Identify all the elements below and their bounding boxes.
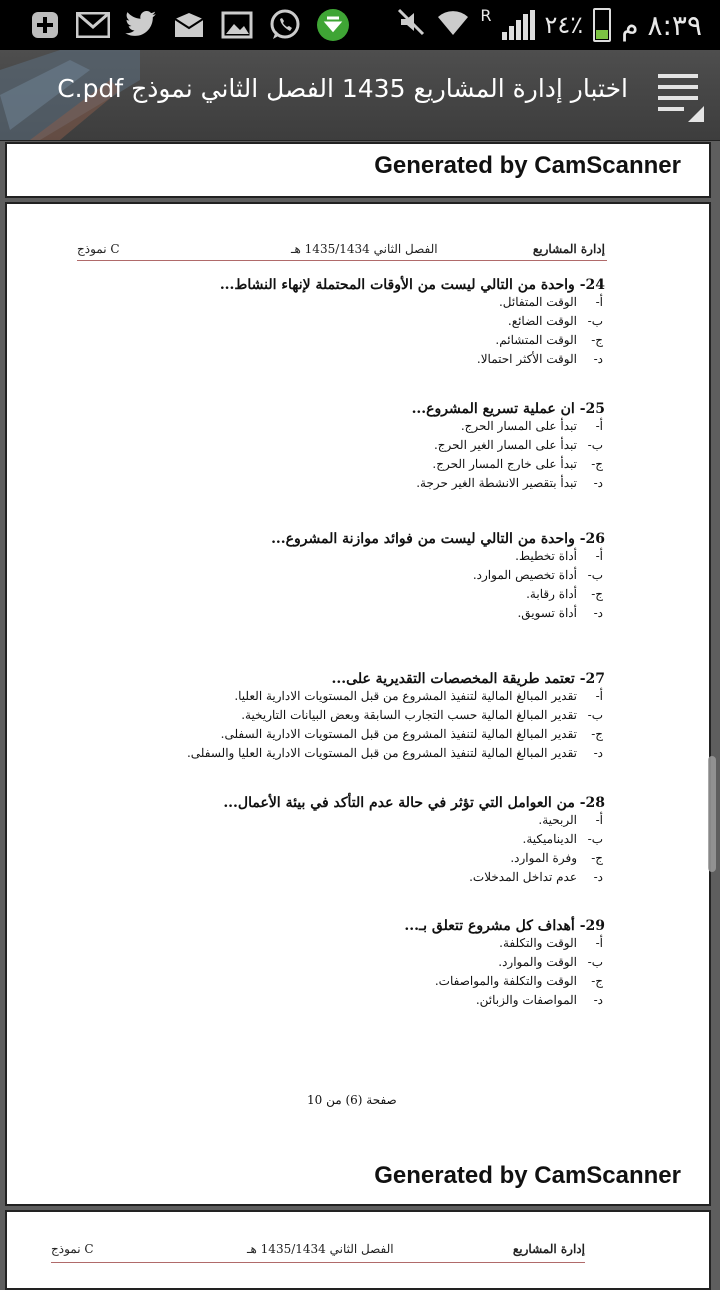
header-model: نموذج C [51, 1242, 94, 1256]
option: د-تقدير المبالغ المالية لتنفيذ المشروع من قبل المستويات الادارية العليا والسفلى. [186, 746, 603, 760]
page-number: صفحة (6) من 10 [307, 1093, 397, 1107]
header-course: إدارة المشاريع [532, 242, 605, 256]
question-27 [187, 671, 605, 763]
email-icon [172, 8, 206, 42]
option: أ-تقدير المبالغ المالية لتنفيذ المشروع من قبل المستويات الادارية العليا. [234, 689, 603, 703]
camscanner-watermark: Generated by CamScanner [374, 152, 681, 179]
question-26 [271, 531, 605, 623]
option: أ-الوقت والتكلفة. [499, 936, 603, 950]
option: أ-تبدأ على المسار الحرج. [460, 419, 603, 433]
option: د-المواصفات والزبائن. [475, 993, 603, 1007]
option: د-تبدأ بتقصير الانشطة الغير حرجة. [416, 476, 603, 490]
question-29 [404, 918, 605, 1010]
header-course: إدارة المشاريع [512, 1242, 585, 1256]
question-title: 28- من العوامل التي تؤثر في حالة عدم التأكد في بيئة الأعمال... [223, 795, 605, 811]
notification-icons [28, 8, 350, 42]
page-header [77, 242, 605, 262]
next-page-header [51, 1242, 585, 1262]
question-25 [412, 401, 605, 493]
header-semester: الفصل الثاني 1435/1434 هـ [247, 1242, 394, 1256]
gallery-icon [220, 8, 254, 42]
option: أ-الوقت المتفائل. [498, 295, 603, 309]
option: ب-تبدأ على المسار الغير الحرج. [433, 438, 603, 452]
header-model: نموذج C [77, 242, 120, 256]
option: ج-الوقت المتشائم. [495, 333, 603, 347]
question-title: 25- ان عملية تسريع المشروع... [411, 401, 605, 417]
option: د-الوقت الأكثر احتمالا. [476, 352, 603, 366]
option: ج-أداة رقابة. [526, 587, 603, 601]
status-icons [396, 0, 702, 50]
question-title: 29- أهداف كل مشروع تتعلق بـ... [404, 918, 605, 934]
wifi-icon [436, 7, 470, 43]
question-title: 26- واحدة من التالي ليست من فوائد موازنة المشروع... [271, 531, 605, 547]
option: ج-تبدأ على خارج المسار الحرج. [432, 457, 603, 471]
option: أ-أداة تخطيط. [515, 549, 603, 563]
download-icon [316, 8, 350, 42]
header-divider [77, 260, 607, 261]
network-label: R [480, 6, 492, 25]
clock: ٨:٣٩ م [621, 8, 702, 42]
status-bar [0, 0, 720, 50]
previous-page [5, 142, 711, 198]
menu-icon [688, 106, 704, 122]
camscanner-watermark: Generated by CamScanner [374, 1162, 681, 1189]
option: ب-الوقت والموارد. [498, 955, 603, 969]
scrollbar[interactable] [708, 756, 716, 872]
option: ج-وفرة الموارد. [510, 851, 603, 865]
plus-icon [28, 8, 62, 42]
header-divider [51, 1262, 585, 1263]
option: د-أداة تسويق. [517, 606, 603, 620]
mute-icon [396, 7, 426, 43]
option: ج-تقدير المبالغ المالية لتنفيذ المشروع من قبل المستويات الادارية السفلى. [220, 727, 603, 741]
menu-button[interactable] [650, 68, 706, 124]
header-semester: الفصل الثاني 1435/1434 هـ [291, 242, 438, 256]
option: ب-الوقت الضائع. [507, 314, 603, 328]
action-bar [0, 50, 720, 141]
battery-icon [593, 8, 611, 42]
twitter-icon [124, 8, 158, 42]
document-page [5, 202, 711, 1206]
question-28 [223, 795, 605, 887]
battery-percent: ٢٤٪ [544, 11, 584, 39]
option: ب-تقدير المبالغ المالية حسب التجارب السابقة وبعض البيانات التاريخية. [241, 708, 603, 722]
document-title: اختبار إدارة المشاريع 1435 الفصل الثاني نموذج C.pdf [57, 74, 628, 103]
question-title: 24- واحدة من التالي ليست من الأوقات المحتملة لإنهاء النشاط... [219, 277, 605, 293]
option: ب-أداة تخصيص الموارد. [472, 568, 603, 582]
option: ب-الديناميكية. [522, 832, 603, 846]
signal-icon [502, 10, 535, 40]
mail-icon [76, 8, 110, 42]
question-title: 27- تعتمد طريقة المخصصات التقديرية على... [331, 671, 605, 687]
option: د-عدم تداخل المدخلات. [469, 870, 603, 884]
question-24 [220, 277, 605, 369]
option: أ-الربحية. [538, 813, 603, 827]
whatsapp-icon [268, 8, 302, 42]
option: ج-الوقت والتكلفة والمواصفات. [434, 974, 603, 988]
next-page [5, 1210, 711, 1290]
